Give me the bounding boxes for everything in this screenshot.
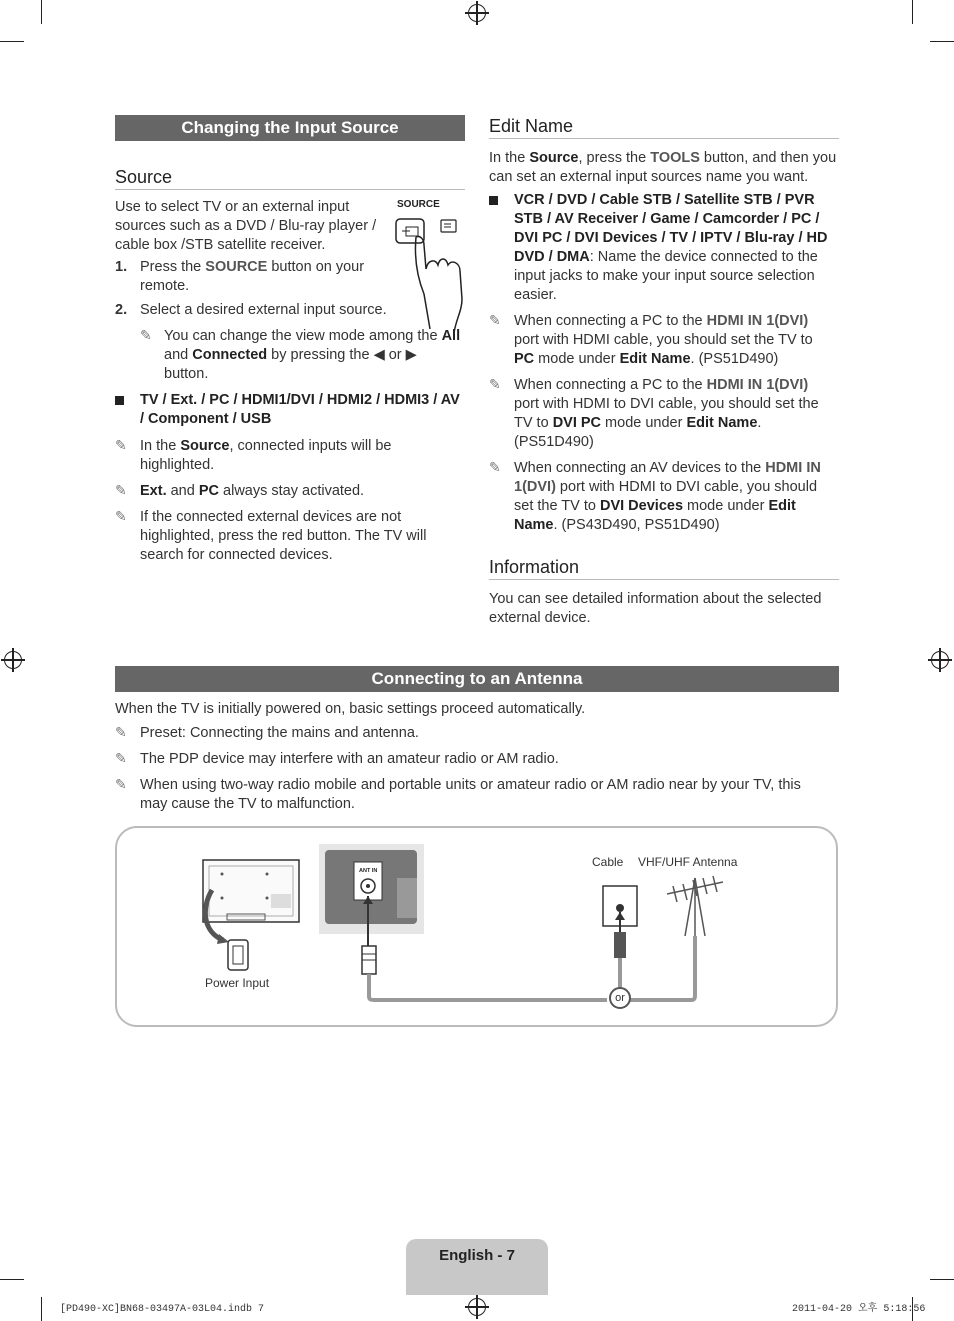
antenna-note-interference	[115, 750, 839, 769]
information-title: Information	[489, 558, 839, 580]
crop-mark	[912, 0, 913, 24]
device-list-text: VCR / DVD / Cable STB / Satellite STB / PVR STB / AV Receiver / Game / Camcorder / PC / DVI PC / DVI Devices / TV / IPTV / Blu-ray / HD DVD / DMA	[514, 192, 828, 265]
section-header-antenna: Connecting to an Antenna	[115, 666, 839, 692]
text: In the	[140, 438, 181, 454]
all-label: All	[441, 328, 461, 344]
print-date: 2011-04-20 오후 5:18:56	[792, 1304, 926, 1315]
dvi-pc-label: DVI PC	[552, 415, 602, 431]
text: port with HDMI cable, you should set the TV to	[514, 332, 813, 348]
antenna-note-preset	[115, 724, 839, 743]
device-list	[489, 191, 839, 305]
vhf-uhf-antenna-label: VHF/UHF Antenna	[638, 855, 738, 869]
text: You can change the view mode among the	[164, 328, 442, 344]
right-arrow-icon: ▶	[405, 347, 417, 363]
text: mode under	[534, 351, 620, 367]
crop-mark	[0, 1279, 24, 1280]
text: When connecting an AV devices to the	[514, 460, 766, 476]
text: button, and then you can set an external input sources name you want.	[489, 150, 837, 185]
crop-mark	[930, 1279, 954, 1280]
pc-label: PC	[514, 351, 535, 367]
edit-name-label: Edit Name	[619, 351, 691, 367]
text: , press the	[578, 150, 651, 166]
memo-pencil-icon: ✎	[140, 328, 152, 344]
section-header-input-source: Changing the Input Source	[115, 115, 465, 141]
memo-pencil-icon: ✎	[115, 751, 127, 767]
edit-name-label: Edit Name	[514, 498, 796, 533]
port-label: HDMI IN 1(DVI)	[706, 313, 809, 329]
tv-back-icon	[203, 860, 299, 922]
power-input-socket-icon	[228, 940, 248, 970]
antenna-intro: When the TV is initially powered on, basic settings proceed automatically.	[115, 701, 586, 717]
note-pc-dvi	[489, 376, 819, 452]
left-arrow-icon: ◀	[373, 347, 385, 363]
file-info: [PD490-XC]BN68-03497A-03L04.indb 7	[60, 1304, 265, 1315]
edit-name-title: Edit Name	[489, 117, 839, 139]
registration-mark-icon	[4, 651, 22, 669]
remote-source-label: SOURCE	[397, 199, 440, 210]
note-text: When using two-way radio mobile and portable units or amateur radio or AM radio near by your TV, this may cause the TV to malfunction.	[140, 777, 801, 812]
pc-label: PC	[198, 483, 219, 499]
registration-mark-icon	[931, 651, 949, 669]
note-text: If the connected external devices are not highlighted, press the red button. The TV will search for connected devices.	[140, 509, 427, 563]
note-red-button	[115, 508, 445, 565]
memo-pencil-icon: ✎	[489, 377, 501, 393]
note-av-dvi	[489, 459, 834, 535]
step-text: Select a desired external input source.	[140, 302, 387, 318]
memo-pencil-icon: ✎	[115, 725, 127, 741]
edit-name-label: Edit Name	[686, 415, 758, 431]
text: , connected inputs will be highlighted.	[140, 438, 392, 473]
ext-label: Ext.	[140, 483, 167, 499]
text: always stay activated.	[219, 483, 365, 499]
text: When connecting a PC to the	[514, 377, 707, 393]
connected-label: Connected	[192, 347, 268, 363]
step-2	[115, 301, 465, 320]
bullet-square-icon	[489, 196, 498, 205]
note-text: The PDP device may interfere with an amateur radio or AM radio.	[140, 751, 559, 767]
or-label: or	[615, 992, 625, 1004]
memo-pencil-icon: ✎	[115, 483, 127, 499]
tools-key: TOOLS	[650, 150, 700, 166]
port-label: HDMI IN 1(DVI)	[706, 377, 809, 393]
text: When connecting a PC to the	[514, 313, 707, 329]
text: . (PS51D490)	[690, 351, 779, 367]
text: . (PS43D490, PS51D490)	[553, 517, 720, 533]
cable-label: Cable	[592, 855, 624, 869]
source-title: Source	[115, 168, 465, 190]
device-description: : Name the device connected to the input jacks to make your input source selection easier.	[514, 249, 818, 303]
registration-mark-icon	[468, 4, 486, 22]
information-text: You can see detailed information about the selected external device.	[489, 591, 822, 626]
step-1	[115, 258, 385, 296]
antenna-note-radio	[115, 776, 815, 814]
text: mode under	[683, 498, 769, 514]
text: port with HDMI to DVI cable, you should set the TV to	[514, 396, 819, 431]
dvi-devices-label: DVI Devices	[599, 498, 684, 514]
memo-pencil-icon: ✎	[489, 460, 501, 476]
page-number-tab	[406, 1239, 548, 1295]
note-always-active	[115, 482, 465, 501]
text: by pressing the	[267, 347, 374, 363]
vhf-uhf-antenna-icon	[667, 876, 723, 936]
crop-mark	[0, 41, 24, 42]
page-number: English - 7	[439, 1247, 515, 1264]
memo-pencil-icon: ✎	[115, 777, 127, 793]
crop-mark	[930, 41, 954, 42]
text: button on your remote.	[140, 259, 365, 294]
text: . (PS51D490)	[514, 415, 762, 450]
step-number: 2.	[115, 302, 128, 318]
ant-in-label: ANT IN	[359, 868, 378, 874]
source-key: SOURCE	[205, 259, 268, 275]
source-intro: Use to select TV or an external input sources such as a DVD / Blu-ray player / cable box /STB satellite receiver.	[115, 199, 377, 253]
text: In the	[489, 150, 530, 166]
input-list-text: TV / Ext. / PC / HDMI1/DVI / HDMI2 / HDMI3 / AV / Component / USB	[140, 392, 460, 427]
crop-mark	[41, 1297, 42, 1321]
text: button.	[164, 366, 209, 382]
power-input-label: Power Input	[205, 976, 270, 990]
input-list	[115, 391, 465, 429]
edit-name-intro	[489, 149, 841, 187]
source-label: Source	[180, 438, 230, 454]
bullet-square-icon	[115, 396, 124, 405]
memo-pencil-icon: ✎	[115, 509, 127, 525]
note-text: Preset: Connecting the mains and antenna.	[140, 725, 419, 741]
note-highlighted	[115, 437, 455, 475]
note-pc-hdmi	[489, 312, 829, 369]
antenna-connection-diagram	[115, 826, 838, 1027]
note-view-mode	[140, 327, 465, 384]
text: and	[164, 347, 193, 363]
text: Press the	[140, 259, 206, 275]
text: port with HDMI to DVI cable, you should set the TV to	[514, 479, 818, 514]
crop-mark	[41, 0, 42, 24]
port-label: HDMI IN 1(DVI)	[514, 460, 821, 495]
registration-mark-icon	[468, 1298, 486, 1316]
text: mode under	[601, 415, 687, 431]
text: and	[166, 483, 199, 499]
source-label: Source	[529, 150, 579, 166]
text: or	[384, 347, 406, 363]
memo-pencil-icon: ✎	[489, 313, 501, 329]
step-number: 1.	[115, 259, 128, 275]
memo-pencil-icon: ✎	[115, 438, 127, 454]
